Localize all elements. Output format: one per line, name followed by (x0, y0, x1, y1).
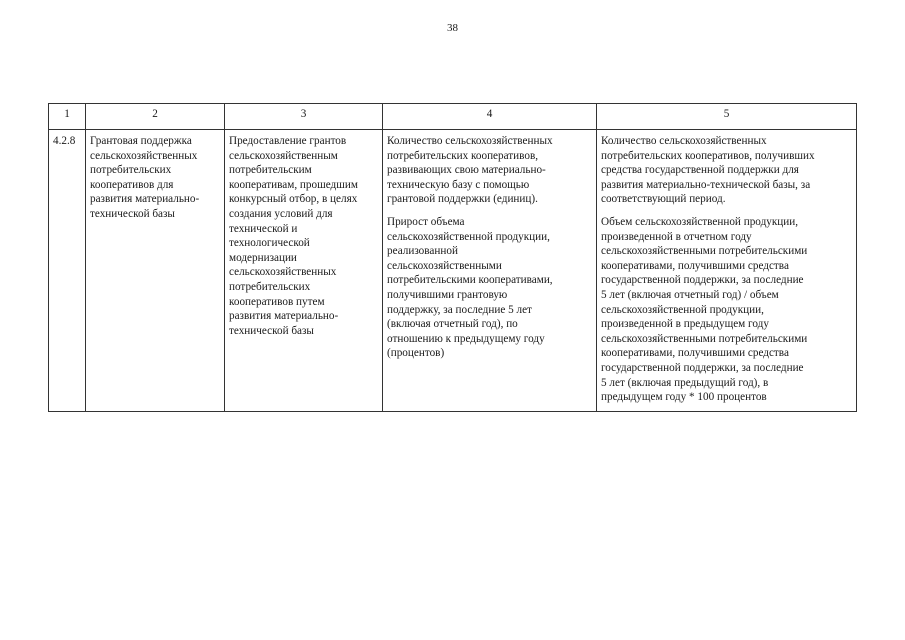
row-number: 4.2.8 (53, 135, 76, 147)
measure-description-cell (225, 130, 383, 412)
method-paragraph: Объем сельскохозяйственной продукции, произведенной в отчетном году сельскохозяйственными потребительскими кооперативами, получившими средства государственной поддержки, за последние 5 лет (включая отчетный год) / объем сельскохозяйственной продукции, произведенной в предыдущем году сельскохозяйственными потребительскими кооперативами, получившими средства государственной поддержки, за последние 5 лет (включая предыдущий год), в предыдущем году * 100 процентов (601, 215, 808, 404)
method-paragraph: Количество сельскохозяйственных потребительских кооперативов, получивших средства государственной поддержки для развития материально-технической базы, за соответствующий период. (601, 135, 815, 206)
column-header-2: 2 (86, 104, 225, 130)
indicators-cell (383, 130, 597, 412)
column-header-1: 1 (49, 104, 86, 130)
table-row (49, 130, 857, 412)
column-header-4: 4 (383, 104, 597, 130)
indicator-paragraph: Прирост объема сельскохозяйственной продукции, реализованной сельскохозяйственными потребительскими кооперативами, получившими грантовую поддержку, за последние 5 лет (включая отчетный год), по отношению к предыдущему году (процентов) (387, 215, 553, 360)
indicator-paragraph: Количество сельскохозяйственных потребительских кооперативов, развивающих свою материально- техническую базу с помощью грантовой поддержки (единиц). (387, 135, 553, 206)
column-header-5: 5 (597, 104, 857, 130)
calculation-method-cell (597, 130, 857, 412)
column-header-3: 3 (225, 104, 383, 130)
header-row (49, 104, 857, 130)
page-number: 38 (447, 22, 458, 34)
program-table (48, 103, 857, 412)
measure-name: Грантовая поддержка сельскохозяйственных потребительских кооперативов для развития материально- технической базы (90, 135, 200, 220)
row-number-cell (49, 130, 86, 412)
measure-name-cell (86, 130, 225, 412)
measure-description: Предоставление грантов сельскохозяйственным потребительским кооперативам, прошедшим конкурсный отбор, в целях создания условий для технической и технологической модернизации сельскохозяйственных потребительских кооперативов путем развития материально- технической базы (229, 135, 358, 337)
